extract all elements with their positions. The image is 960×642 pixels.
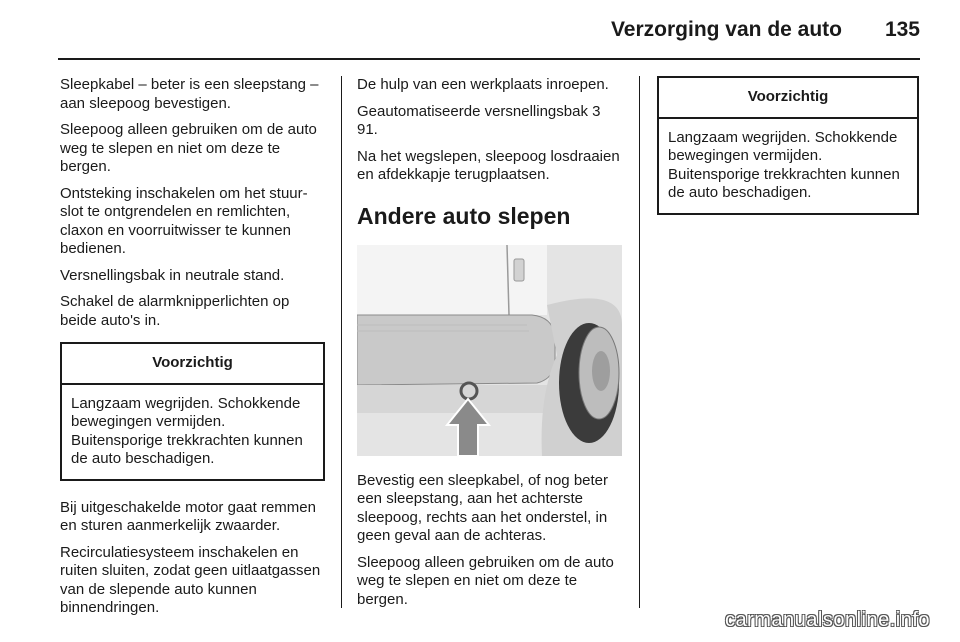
page-number: 135	[884, 18, 920, 41]
towing-eye-illustration	[357, 245, 622, 456]
column-3	[657, 76, 919, 233]
page-header-title: Verzorging van de auto	[610, 18, 842, 41]
column-1	[60, 76, 325, 626]
paragraph: Geautomatiseerde versnellingsbak 3 91.	[357, 102, 601, 138]
section-heading: Andere auto slepen	[357, 202, 571, 229]
column-2	[357, 76, 622, 617]
warning-text: Langzaam wegrijden. Schokkende bewegingen vermijden. Buitensporige trekkrachten kunnen de auto beschadigen.	[668, 128, 900, 201]
paragraph: De hulp van een werkplaats inroepen.	[357, 76, 609, 93]
paragraph: Sleepoog alleen gebruiken om de auto weg te slepen en niet om deze te bergen.	[357, 553, 614, 608]
warning-text: Langzaam wegrijden. Schokkende bewegingen vermijden. Buitensporige trekkrachten kunnen de auto beschadigen.	[71, 394, 303, 467]
warning-box	[60, 342, 325, 481]
paragraph: Sleepkabel – beter is een sleepstang – aan sleepoog bevestigen.	[60, 76, 319, 112]
warning-title: Voorzichtig	[62, 344, 323, 385]
paragraph: Versnellingsbak in neutrale stand.	[60, 266, 285, 284]
paragraph: Ontsteking inschakelen om het stuurslot te ontgrendelen en remlichten, claxon en voorruitwisser te kunnen bedienen.	[60, 184, 308, 257]
warning-title: Voorzichtig	[659, 78, 917, 119]
paragraph: Bevestig een sleepkabel, of nog beter een sleepstang, aan het achterste sleepoog, rechts aan het onderstel, in geen geval aan de achteras.	[357, 471, 609, 544]
paragraph: Na het wegslepen, sleepoog losdraaien en afdekkapje terugplaatsen.	[357, 147, 620, 183]
paragraph: Bij uitgeschakelde motor gaat remmen en sturen aanmerkelijk zwaarder.	[60, 498, 316, 534]
paragraph: Sleepoog alleen gebruiken om de auto weg te slepen en niet om deze te bergen.	[60, 121, 317, 175]
column-divider-2	[639, 76, 640, 608]
column-divider-1	[341, 76, 342, 608]
header-rule	[58, 58, 920, 60]
paragraph: Recirculatiesysteem inschakelen en ruiten sluiten, zodat geen uitlaatgassen van de slepende auto kunnen binnendringen.	[60, 543, 321, 616]
warning-box	[657, 76, 919, 215]
paragraph: Schakel de alarmknipperlichten op beide auto's in.	[60, 293, 290, 329]
watermark: carmanualsonline.info	[724, 609, 930, 631]
